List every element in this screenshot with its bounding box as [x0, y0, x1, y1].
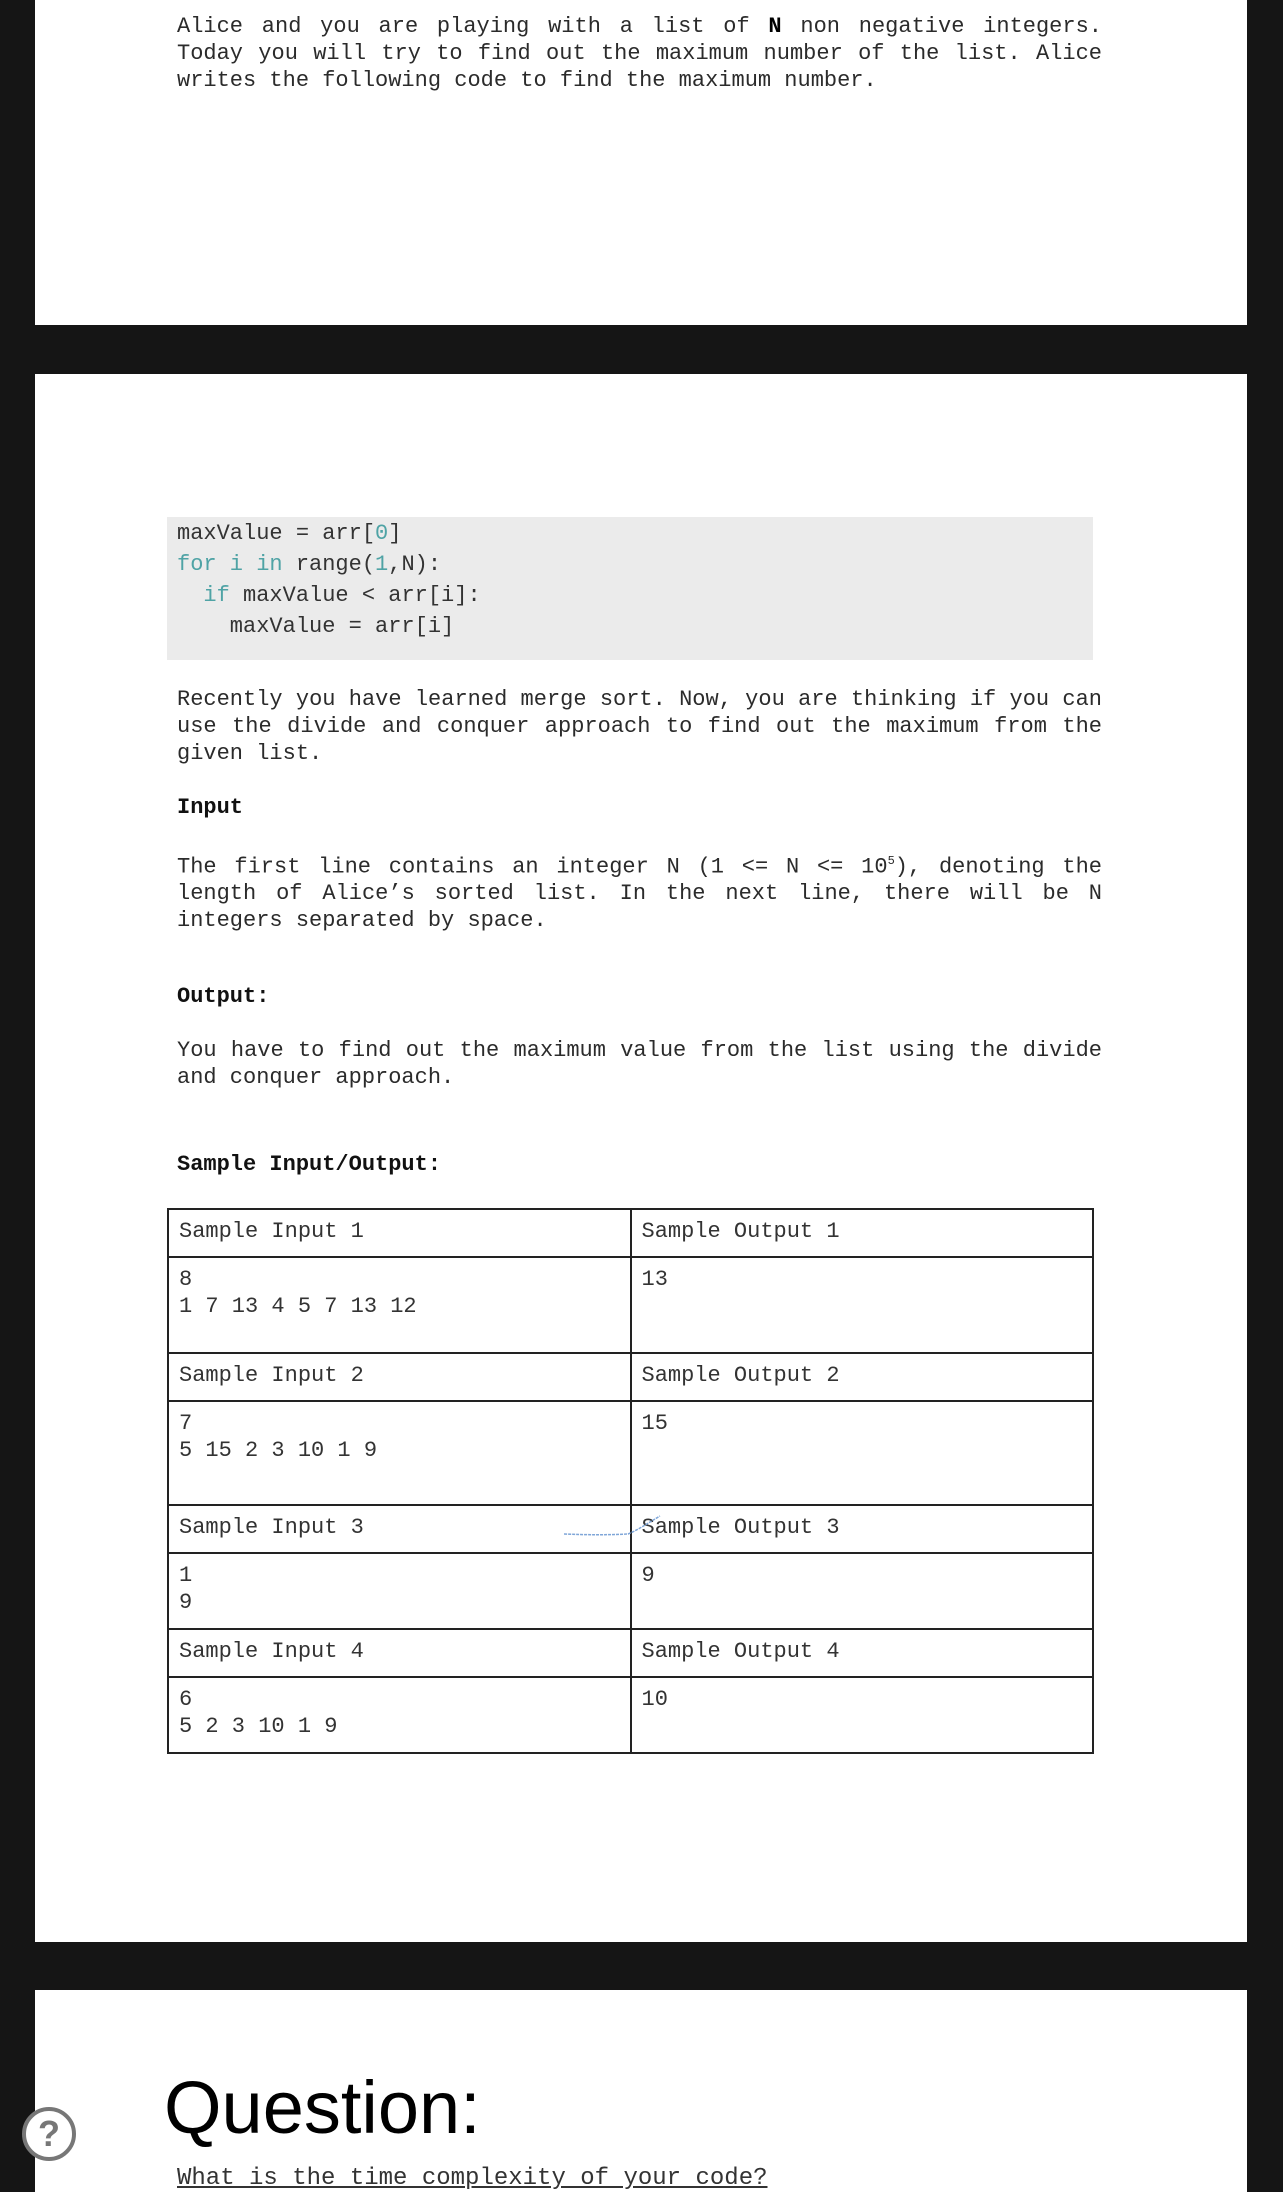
sample-output-value: 15 [631, 1401, 1094, 1505]
sample-input-label: Sample Input 3 [168, 1505, 631, 1553]
sample-input-label: Sample Input 2 [168, 1353, 631, 1401]
table-row [168, 1209, 1093, 1257]
sample-input-value: 8 1 7 13 4 5 7 13 12 [168, 1257, 631, 1353]
question-title: Question: [164, 2066, 481, 2149]
samples-heading: Sample Input/Output: [177, 1152, 442, 1177]
output-heading: Output: [177, 984, 270, 1009]
code-line-4: maxValue = arr[i] [177, 614, 455, 639]
sample-input-value: 7 5 15 2 3 10 1 9 [168, 1401, 631, 1505]
document-page-1 [35, 0, 1247, 325]
table-row [168, 1677, 1093, 1753]
input-heading: Input [177, 795, 244, 820]
document-page-2 [35, 374, 1247, 1942]
help-icon[interactable]: ? [22, 2107, 76, 2161]
code-block [167, 517, 1093, 660]
output-paragraph: You have to find out the maximum value from the list using the divide and conquer approach. [177, 1038, 1102, 1090]
document-page-3 [35, 1990, 1247, 2192]
table-row [168, 1353, 1093, 1401]
sample-output-label: Sample Output 1 [631, 1209, 1094, 1257]
merge-sort-paragraph: Recently you have learned merge sort. Now, you are thinking if you can use the divide and conquer approach to find out the maximum from the given list. [177, 687, 1102, 766]
sample-input-value: 6 5 2 3 10 1 9 [168, 1677, 631, 1753]
samples-table [167, 1208, 1094, 1754]
intro-n-bold: N [768, 14, 782, 39]
input-paragraph: The first line contains an integer N $(1 <= N <= 10^5)$, denoting the length of Alice’s sorted list. In the next line, there will be N integers separated by space. [177, 854, 1102, 934]
question-text: What is the time complexity of your code? [177, 2165, 768, 2192]
code-line-1: maxValue = arr[0] [177, 521, 402, 546]
code-line-2: for i in range(1,N): [177, 552, 442, 577]
sample-output-value: 9 [631, 1553, 1094, 1629]
table-row [168, 1629, 1093, 1677]
sample-output-label: Sample Output 2 [631, 1353, 1094, 1401]
sample-input-label: Sample Input 4 [168, 1629, 631, 1677]
sample-input-value: 1 9 [168, 1553, 631, 1629]
sample-output-value: 13 [631, 1257, 1094, 1353]
table-row [168, 1257, 1093, 1353]
sample-output-label: Sample Output 3 [631, 1505, 1094, 1553]
table-row [168, 1553, 1093, 1629]
pen-scribble [528, 1506, 668, 1546]
sample-input-label: Sample Input 1 [168, 1209, 631, 1257]
intro-text-b: non negative integers. Today you will try to find out the maximum number of the list. Alice writes the following code to find the maximum number. [177, 14, 1102, 93]
sample-output-label: Sample Output 4 [631, 1629, 1094, 1677]
intro-text-a: Alice and you are playing with a list of [177, 14, 769, 39]
intro-paragraph [177, 13, 1102, 94]
table-row [168, 1401, 1093, 1505]
code-line-3: if maxValue < arr[i]: [203, 583, 481, 608]
sample-output-value: 10 [631, 1677, 1094, 1753]
